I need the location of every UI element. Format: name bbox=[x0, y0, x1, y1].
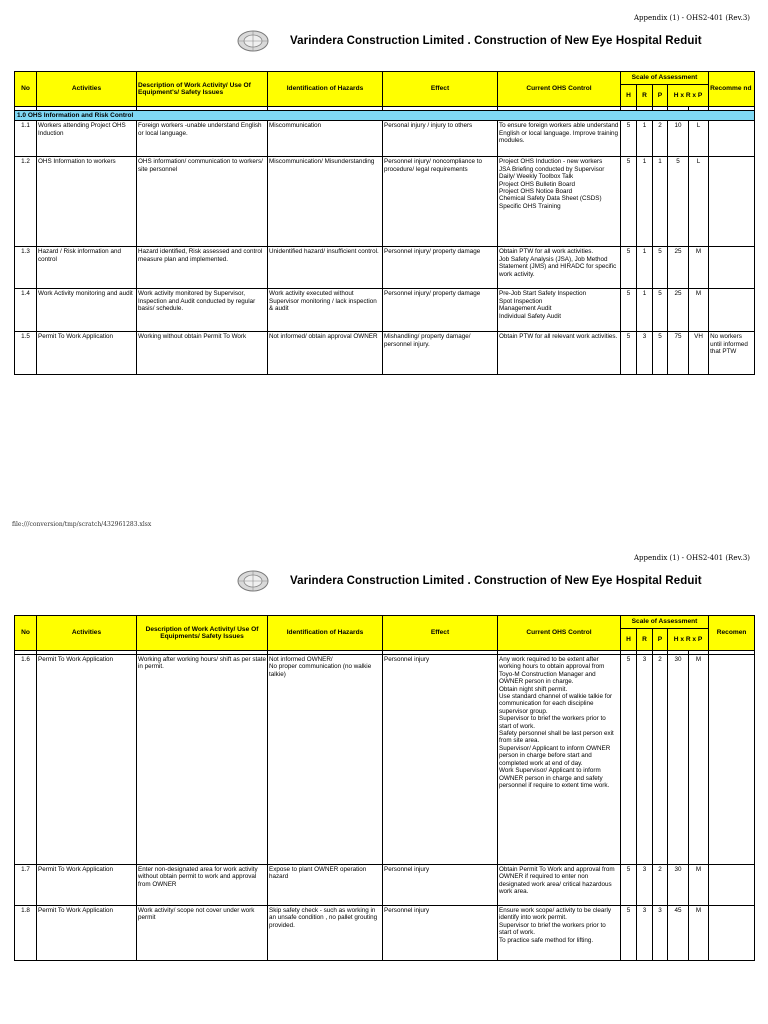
row-risk-rating: M bbox=[689, 289, 709, 332]
row-control: Obtain PTW for all relevant work activities. bbox=[498, 332, 621, 375]
row-control: Ensure work scope/ activity to be clearly identify into work permit. Supervisor to brief the workers prior to start of work. To practice safe method for lifting. bbox=[498, 906, 621, 961]
col-header-hxrxp: H x R x P bbox=[668, 629, 709, 651]
row-effect: Personnel injury/ property damage bbox=[383, 247, 498, 289]
row-description: Work activity/ scope not cover under work permit bbox=[137, 906, 268, 961]
col-header-r: R bbox=[637, 85, 653, 107]
row-number: 1.8 bbox=[15, 906, 37, 961]
row-recommendation bbox=[709, 247, 755, 289]
col-header-p: P bbox=[653, 85, 668, 107]
row-hrp-value: 25 bbox=[668, 247, 689, 289]
row-description: Enter non-designated area for work activity without obtain permit to work and approval from OWNER bbox=[137, 865, 268, 906]
row-p-value: 3 bbox=[653, 906, 668, 961]
row-h-value: 5 bbox=[621, 906, 637, 961]
row-h-value: 5 bbox=[621, 247, 637, 289]
row-p-value: 5 bbox=[653, 332, 668, 375]
row-r-value: 3 bbox=[637, 865, 653, 906]
row-p-value: 5 bbox=[653, 247, 668, 289]
row-activity: OHS Information to workers bbox=[37, 157, 137, 247]
row-description: Working without obtain Permit To Work bbox=[137, 332, 268, 375]
table-row bbox=[15, 655, 755, 865]
table-body bbox=[15, 121, 755, 375]
section-row bbox=[15, 111, 755, 121]
col-header-activities: Activities bbox=[37, 72, 137, 107]
table-row bbox=[15, 247, 755, 289]
col-header-h: H bbox=[621, 85, 637, 107]
col-header-description: Description of Work Activity/ Use Of Equipment's/ Safety Issues bbox=[137, 72, 268, 107]
row-number: 1.1 bbox=[15, 121, 37, 157]
table-row bbox=[15, 865, 755, 906]
col-header-description: Description of Work Activity/ Use Of Equipments/ Safety Issues bbox=[137, 616, 268, 651]
col-header-recommend: Recomen bbox=[709, 616, 755, 651]
row-p-value: 5 bbox=[653, 289, 668, 332]
row-control: Project OHS Induction - new workers JSA Briefing conducted by Supervisor Daily/ Weekly Toolbox Talk Project OHS Bulletin Board Project OHS Notice Board Chemical Safety Data Sheet (CSDS) Specific OHS Training bbox=[498, 157, 621, 247]
project-title: Limited . Construction of New Eye Hospital Reduit bbox=[422, 35, 702, 47]
row-effect: Personal injury / injury to others bbox=[383, 121, 498, 157]
row-hazard: Unidentified hazard/ insufficient control. bbox=[268, 247, 383, 289]
row-description: Working after working hours/ shift as per state in permit. bbox=[137, 655, 268, 865]
row-risk-rating: L bbox=[689, 157, 709, 247]
table-row bbox=[15, 157, 755, 247]
table-row bbox=[15, 332, 755, 375]
row-description: OHS information/ communication to workers/ site personnel bbox=[137, 157, 268, 247]
col-header-activities: Activities bbox=[37, 616, 137, 651]
col-header-hazards: Identification of Hazards bbox=[268, 616, 383, 651]
row-r-value: 1 bbox=[637, 121, 653, 157]
row-hazard: Not informed OWNER/ No proper communication (no walkie talkie) bbox=[268, 655, 383, 865]
row-r-value: 1 bbox=[637, 247, 653, 289]
col-header-effect: Effect bbox=[383, 616, 498, 651]
row-control: Obtain Permit To Work and approval from OWNER if required to enter non designated work area/ critical hazardous work area. bbox=[498, 865, 621, 906]
col-header-effect: Effect bbox=[383, 72, 498, 107]
document-header bbox=[236, 570, 702, 592]
row-activity: Workers attending Project OHS Induction bbox=[37, 121, 137, 157]
row-r-value: 3 bbox=[637, 655, 653, 865]
col-header-h: H bbox=[621, 629, 637, 651]
row-r-value: 1 bbox=[637, 157, 653, 247]
row-r-value: 1 bbox=[637, 289, 653, 332]
risk-assessment-table-1 bbox=[14, 71, 755, 375]
table-row bbox=[15, 121, 755, 157]
col-header-control: Current OHS Control bbox=[498, 72, 621, 107]
row-risk-rating: M bbox=[689, 247, 709, 289]
col-header-r: R bbox=[637, 629, 653, 651]
row-risk-rating: L bbox=[689, 121, 709, 157]
row-r-value: 3 bbox=[637, 332, 653, 375]
row-h-value: 5 bbox=[621, 655, 637, 865]
table-body bbox=[15, 655, 755, 961]
table-row bbox=[15, 289, 755, 332]
row-description: Hazard identified, Risk assessed and control measure plan and implemented. bbox=[137, 247, 268, 289]
row-effect: Personnel injury/ property damage bbox=[383, 289, 498, 332]
row-recommendation bbox=[709, 157, 755, 247]
row-recommendation bbox=[709, 289, 755, 332]
row-r-value: 3 bbox=[637, 906, 653, 961]
row-activity: Permit To Work Application bbox=[37, 865, 137, 906]
row-activity: Permit To Work Application bbox=[37, 332, 137, 375]
col-header-scale: Scale of Assessment bbox=[621, 72, 709, 85]
section-title: 1.0 OHS Information and Risk Control bbox=[15, 111, 755, 121]
col-header-p: P bbox=[653, 629, 668, 651]
document-page-2 bbox=[0, 540, 768, 1024]
row-h-value: 5 bbox=[621, 121, 637, 157]
row-number: 1.5 bbox=[15, 332, 37, 375]
col-header-hxrxp: H x R x P bbox=[668, 85, 709, 107]
row-activity: Hazard / Risk information and control bbox=[37, 247, 137, 289]
col-header-control: Current OHS Control bbox=[498, 616, 621, 651]
row-recommendation bbox=[709, 655, 755, 865]
row-hazard: Expose to plant OWNER operation hazard bbox=[268, 865, 383, 906]
row-number: 1.4 bbox=[15, 289, 37, 332]
col-header-hazards: Identification of Hazards bbox=[268, 72, 383, 107]
row-hrp-value: 10 bbox=[668, 121, 689, 157]
row-p-value: 2 bbox=[653, 865, 668, 906]
row-hazard: Not informed/ obtain approval OWNER bbox=[268, 332, 383, 375]
row-hazard: Miscommunication/ Misunderstanding bbox=[268, 157, 383, 247]
row-hrp-value: 25 bbox=[668, 289, 689, 332]
row-h-value: 5 bbox=[621, 157, 637, 247]
row-hazard: Skip safety check - such as working in an unsafe condition , no pallet grouting provided. bbox=[268, 906, 383, 961]
row-p-value: 2 bbox=[653, 655, 668, 865]
row-number: 1.2 bbox=[15, 157, 37, 247]
row-hrp-value: 30 bbox=[668, 655, 689, 865]
file-path-footer: file:///conversion/tmp/scratch/432961283.xlsx bbox=[12, 521, 152, 528]
row-activity: Permit To Work Application bbox=[37, 655, 137, 865]
project-title: Limited . Construction of New Eye Hospital Reduit bbox=[422, 575, 702, 587]
row-risk-rating: M bbox=[689, 865, 709, 906]
row-activity: Permit To Work Application bbox=[37, 906, 137, 961]
row-effect: Mishandling/ property damage/ personnel injury. bbox=[383, 332, 498, 375]
row-description: Work activity monitored by Supervisor, Inspection and Audit conducted by regular basis/ schedule. bbox=[137, 289, 268, 332]
row-control: Any work required to be extent after working hours to obtain approval from Toyo-M Construction Manager and OWNER person in charge. Obtain night shift permit. Use standard channel of walkie talkie for communication for each discipline supervisor group. Supervisor to brief the workers prior to start of work. Safety personnel shall be last person exit from site area. Supervisor/ Applicant to inform OWNER person in charge before start and completed work at end of day. Work Supervisor/ Applicant to inform OWNER person in charge and safety personnel if require to extent time work. bbox=[498, 655, 621, 865]
row-hazard: Miscommunication bbox=[268, 121, 383, 157]
row-number: 1.7 bbox=[15, 865, 37, 906]
document-header bbox=[236, 30, 702, 52]
col-header-no: No bbox=[15, 616, 37, 651]
row-h-value: 5 bbox=[621, 289, 637, 332]
row-hrp-value: 5 bbox=[668, 157, 689, 247]
row-recommendation bbox=[709, 121, 755, 157]
table-row bbox=[15, 906, 755, 961]
row-p-value: 1 bbox=[653, 157, 668, 247]
col-header-recommend: Recomme nd bbox=[709, 72, 755, 107]
row-description: Foreign workers -unable understand English or local language. bbox=[137, 121, 268, 157]
row-hrp-value: 45 bbox=[668, 906, 689, 961]
row-effect: Personnel injury bbox=[383, 865, 498, 906]
row-effect: Personnel injury/ noncompliance to procedure/ legal requirements bbox=[383, 157, 498, 247]
row-risk-rating: VH bbox=[689, 332, 709, 375]
appendix-reference: Appendix (1) - OHS2-401 (Rev.3) bbox=[633, 14, 750, 22]
row-hrp-value: 75 bbox=[668, 332, 689, 375]
row-hrp-value: 30 bbox=[668, 865, 689, 906]
risk-assessment-table-2 bbox=[14, 615, 755, 961]
row-p-value: 2 bbox=[653, 121, 668, 157]
company-logo-icon bbox=[236, 570, 270, 592]
col-header-no: No bbox=[15, 72, 37, 107]
row-number: 1.3 bbox=[15, 247, 37, 289]
row-control: Pre-Job Start Safety Inspection Spot Inspection Management Audit Individual Safety Audit bbox=[498, 289, 621, 332]
company-logo-icon bbox=[236, 30, 270, 52]
company-name: Varindera Construction Limited . Construction of New Eye Hospital Reduit bbox=[290, 35, 702, 47]
company-name: Varindera Construction Limited . Construction of New Eye Hospital Reduit bbox=[290, 575, 702, 587]
row-control: Obtain PTW for all work activities. Job Safety Analysis (JSA), Job Method Statement (JMS) and HIRADC for specific work activity. bbox=[498, 247, 621, 289]
row-recommendation bbox=[709, 906, 755, 961]
row-h-value: 5 bbox=[621, 332, 637, 375]
row-control: To ensure foreign workers able understand English or local language. Improve training modules. bbox=[498, 121, 621, 157]
row-number: 1.6 bbox=[15, 655, 37, 865]
row-recommendation bbox=[709, 865, 755, 906]
row-risk-rating: M bbox=[689, 655, 709, 865]
row-risk-rating: M bbox=[689, 906, 709, 961]
row-recommendation: No workers until informed that PTW bbox=[709, 332, 755, 375]
row-effect: Personnel injury bbox=[383, 906, 498, 961]
row-activity: Work Activity monitoring and audit bbox=[37, 289, 137, 332]
col-header-scale: Scale of Assessment bbox=[621, 616, 709, 629]
row-hazard: Work activity executed without Supervisor monitoring / lack inspection & audit bbox=[268, 289, 383, 332]
row-effect: Personnel injury bbox=[383, 655, 498, 865]
row-h-value: 5 bbox=[621, 865, 637, 906]
appendix-reference: Appendix (1) - OHS2-401 (Rev.3) bbox=[633, 554, 750, 562]
